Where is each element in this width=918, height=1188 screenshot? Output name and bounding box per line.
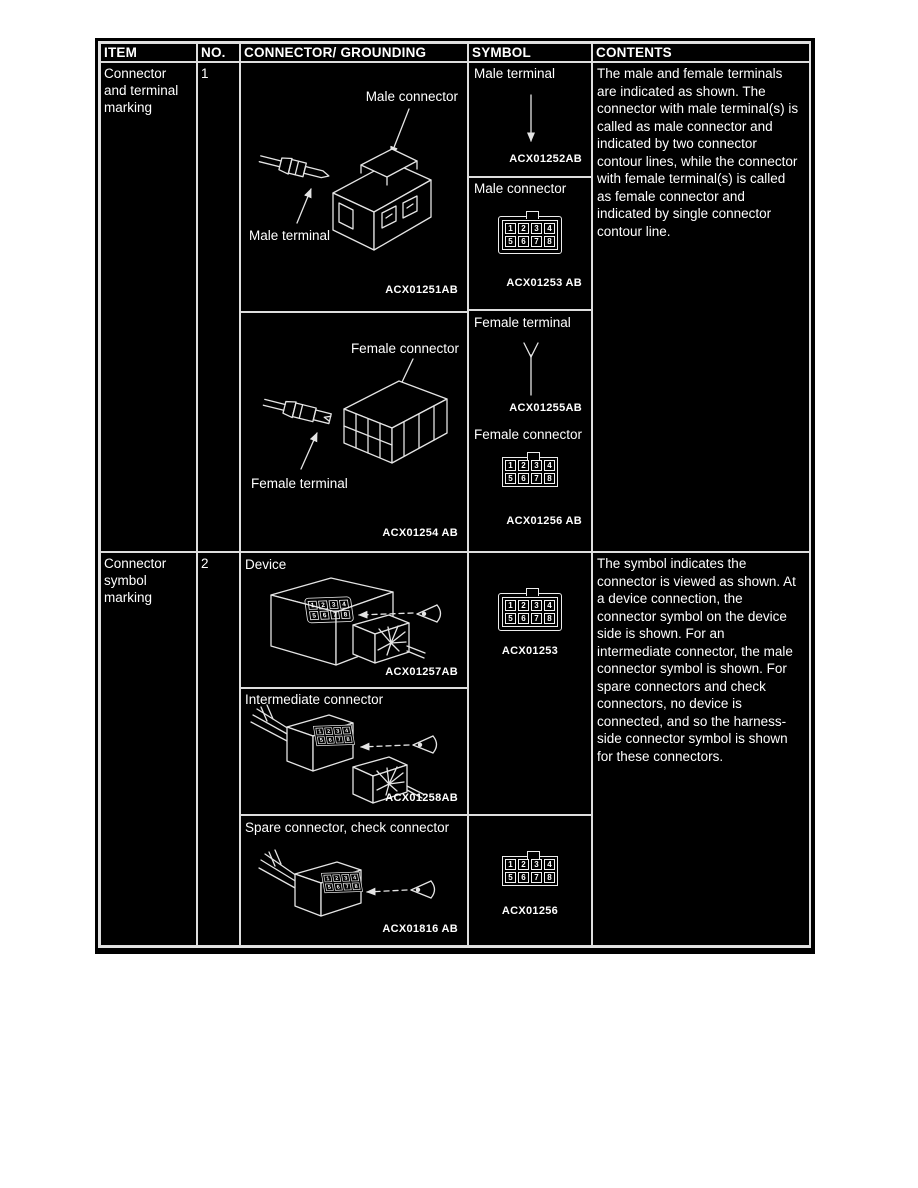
figure-code: ACX01816 AB bbox=[382, 923, 458, 935]
pin-cell: 5 bbox=[325, 883, 334, 891]
female-terminal-fork-icon bbox=[469, 337, 592, 399]
pin-cell: 7 bbox=[343, 883, 352, 891]
header-connector-grounding-label: CONNECTOR/ GROUNDING bbox=[244, 45, 427, 60]
pin-cell: 5 bbox=[505, 236, 516, 247]
connector-inner-contour bbox=[502, 220, 558, 250]
pin-cell: 5 bbox=[317, 736, 326, 744]
pin-cell: 5 bbox=[309, 611, 319, 620]
header-contents-label: CONTENTS bbox=[596, 45, 672, 60]
male-connector-drawing-cell bbox=[240, 62, 468, 312]
pin-cell: 4 bbox=[544, 460, 555, 471]
connector-single-contour bbox=[321, 872, 363, 893]
pin-cell: 6 bbox=[320, 611, 330, 620]
row2-item-cell bbox=[100, 552, 197, 946]
spare-drawing-cell bbox=[240, 815, 468, 946]
connector-single-contour bbox=[502, 457, 558, 487]
connector-outer-contour bbox=[304, 596, 354, 623]
pin-cell: 8 bbox=[340, 610, 350, 619]
pin-cell: 8 bbox=[344, 735, 353, 743]
intermediate-title: Intermediate connector bbox=[245, 692, 384, 707]
connector-pin-grid bbox=[323, 874, 360, 891]
male-terminal-arrow-icon bbox=[469, 89, 592, 151]
row2-item-label: Connector symbol marking bbox=[104, 556, 167, 605]
pin-cell: 3 bbox=[329, 600, 339, 609]
pin-cell: 3 bbox=[531, 223, 542, 234]
pin-cell: 5 bbox=[505, 613, 516, 624]
connector-single-contour bbox=[502, 856, 558, 886]
figure-code: ACX01254 AB bbox=[382, 527, 458, 539]
pin-cell: 7 bbox=[330, 610, 340, 619]
header-item-label: ITEM bbox=[104, 45, 138, 60]
pin-cell: 1 bbox=[505, 859, 516, 870]
figure-code: ACX01253 bbox=[501, 645, 559, 657]
female-connector-symbol-title: Female connector bbox=[474, 427, 583, 442]
male-terminal-symbol-title: Male terminal bbox=[474, 66, 556, 81]
row2-contents-cell bbox=[592, 552, 810, 946]
pin-cell: 1 bbox=[505, 460, 516, 471]
header-no-label: NO. bbox=[201, 45, 226, 60]
pin-cell: 2 bbox=[332, 874, 341, 882]
pin-cell: 5 bbox=[505, 872, 516, 883]
connector-outer-contour bbox=[498, 593, 562, 631]
pin-cell: 7 bbox=[335, 736, 344, 744]
pin-cell: 4 bbox=[339, 600, 349, 609]
header-cell-no bbox=[197, 43, 240, 62]
connector-lock-tab bbox=[527, 851, 540, 859]
pin-cell: 7 bbox=[531, 872, 542, 883]
figure-code: ACX01253 AB bbox=[506, 277, 582, 289]
connector-marking-table bbox=[95, 38, 815, 954]
female-terminal-pointer-label: Female terminal bbox=[251, 476, 348, 491]
pin-cell: 4 bbox=[544, 600, 555, 611]
pin-cell: 3 bbox=[333, 727, 342, 735]
pin-cell: 6 bbox=[326, 736, 335, 744]
device-drawing-cell bbox=[240, 552, 468, 688]
pin-cell: 7 bbox=[531, 613, 542, 624]
pin-cell: 6 bbox=[518, 236, 529, 247]
row1-contents-cell bbox=[592, 62, 810, 552]
pin-cell: 2 bbox=[518, 460, 529, 471]
pin-cell: 2 bbox=[518, 600, 529, 611]
device-face-connector-symbol bbox=[304, 596, 354, 623]
pin-cell: 3 bbox=[341, 874, 350, 882]
pin-cell: 2 bbox=[324, 727, 333, 735]
male-connector-symbol-title: Male connector bbox=[474, 181, 567, 196]
pin-cell: 1 bbox=[505, 223, 516, 234]
device-connector-symbol-icon bbox=[498, 593, 562, 631]
row2-no-value: 2 bbox=[201, 556, 209, 571]
figure-code: ACX01255AB bbox=[509, 402, 582, 414]
figure-code: ACX01256 bbox=[501, 905, 559, 917]
female-connector-drawing-cell bbox=[240, 312, 468, 552]
connector-lock-tab bbox=[526, 211, 539, 219]
connector-pin-grid bbox=[315, 727, 352, 744]
pin-cell: 5 bbox=[505, 473, 516, 484]
header-cell-symbol bbox=[468, 43, 592, 62]
pin-cell: 3 bbox=[531, 600, 542, 611]
female-connector-pointer-label: Female connector bbox=[350, 341, 459, 356]
pin-cell: 1 bbox=[315, 728, 324, 736]
spare-face-connector-symbol bbox=[321, 872, 363, 893]
header-cell-connector-grounding bbox=[240, 43, 468, 62]
pin-cell: 7 bbox=[531, 473, 542, 484]
male-connector-symbol-cell bbox=[468, 177, 592, 310]
pin-cell: 4 bbox=[350, 874, 359, 882]
pin-cell: 1 bbox=[308, 601, 318, 610]
pin-cell: 6 bbox=[518, 872, 529, 883]
pin-cell: 6 bbox=[334, 883, 343, 891]
spare-title: Spare connector, check connector bbox=[245, 820, 450, 835]
pin-cell: 8 bbox=[544, 613, 555, 624]
connector-lock-tab bbox=[527, 452, 540, 460]
pin-cell: 6 bbox=[518, 613, 529, 624]
pin-cell: 2 bbox=[318, 600, 328, 609]
connector-single-contour bbox=[313, 725, 355, 746]
figure-code: ACX01256 AB bbox=[506, 515, 582, 527]
harness-connector-symbol-icon bbox=[502, 856, 558, 886]
intermediate-face-connector-symbol bbox=[313, 725, 355, 746]
male-terminal-symbol-cell bbox=[468, 62, 592, 177]
header-symbol-label: SYMBOL bbox=[472, 45, 531, 60]
connector-pin-grid bbox=[505, 223, 555, 247]
row1-no-value: 1 bbox=[201, 66, 209, 81]
figure-code: ACX01252AB bbox=[509, 153, 582, 165]
connector-pin-grid bbox=[308, 600, 351, 620]
connector-pin-grid bbox=[505, 859, 555, 883]
pin-cell: 2 bbox=[518, 859, 529, 870]
pin-cell: 8 bbox=[544, 872, 555, 883]
header-cell-contents bbox=[592, 43, 810, 62]
pin-cell: 4 bbox=[342, 727, 351, 735]
row2-no-cell bbox=[197, 552, 240, 946]
figure-code: ACX01257AB bbox=[385, 666, 458, 678]
pin-cell: 8 bbox=[544, 473, 555, 484]
figure-code: ACX01258AB bbox=[385, 792, 458, 804]
pin-cell: 8 bbox=[352, 882, 361, 890]
pin-cell: 3 bbox=[531, 859, 542, 870]
figure-code: ACX01251AB bbox=[385, 284, 458, 296]
connector-inner-contour bbox=[502, 597, 558, 627]
harness-symbol-cell bbox=[468, 815, 592, 946]
connector-pin-grid bbox=[505, 600, 555, 624]
pin-cell: 2 bbox=[518, 223, 529, 234]
female-connector-symbol-icon bbox=[502, 457, 558, 487]
pin-cell: 1 bbox=[323, 875, 332, 883]
connector-pin-grid bbox=[505, 460, 555, 484]
header-cell-item bbox=[100, 43, 197, 62]
pin-cell: 7 bbox=[531, 236, 542, 247]
pin-cell: 1 bbox=[505, 600, 516, 611]
pin-cell: 3 bbox=[531, 460, 542, 471]
device-title: Device bbox=[245, 557, 287, 572]
pin-cell: 4 bbox=[544, 859, 555, 870]
row1-item-cell bbox=[100, 62, 197, 552]
female-symbols-cell bbox=[468, 310, 592, 552]
connector-outer-contour bbox=[498, 216, 562, 254]
row1-contents-text: The male and female terminals are indicated as shown. The connector with male terminal(s) is called as male connector and indicated by two connector contour lines, while the connector with female terminal(s) is called as female connector and indicated by single connector contour line. bbox=[597, 66, 799, 239]
pin-cell: 8 bbox=[544, 236, 555, 247]
row1-no-cell bbox=[197, 62, 240, 552]
pin-cell: 4 bbox=[544, 223, 555, 234]
pin-cell: 6 bbox=[518, 473, 529, 484]
intermediate-drawing-cell bbox=[240, 688, 468, 815]
device-symbol-cell bbox=[468, 552, 592, 815]
row2-contents-text: The symbol indicates the connector is viewed as shown. At a device connection, the connector symbol on the device side is shown. For an intermediate connector, the male connector symbol is shown. For spare connectors and check connectors, no device is connected, and so the harness-side connector symbol is shown for these connectors. bbox=[597, 556, 796, 764]
male-terminal-pointer-label: Male terminal bbox=[249, 228, 331, 243]
male-connector-pointer-label: Male connector bbox=[365, 89, 458, 104]
row1-item-label: Connector and terminal marking bbox=[104, 66, 179, 115]
male-connector-symbol-icon bbox=[498, 216, 562, 254]
connector-lock-tab bbox=[526, 588, 539, 596]
female-terminal-symbol-title: Female terminal bbox=[474, 315, 571, 330]
